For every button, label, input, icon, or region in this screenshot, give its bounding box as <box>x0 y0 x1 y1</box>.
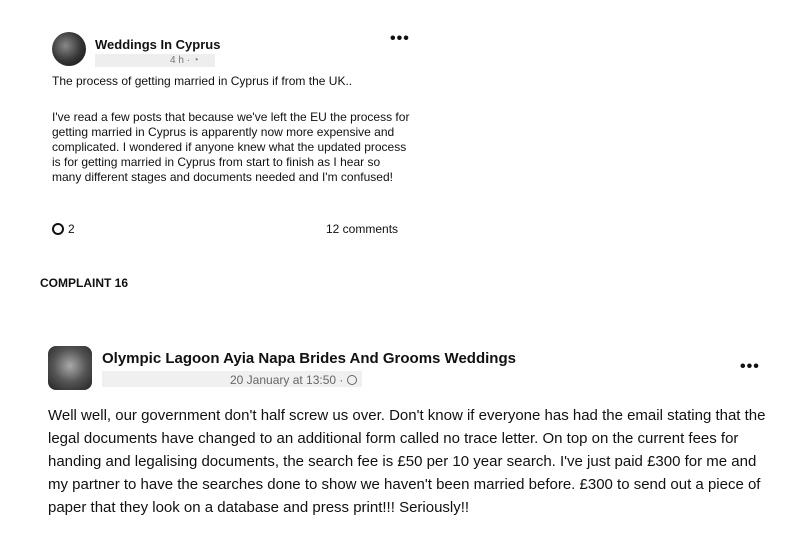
timestamp-text: 4 h · <box>170 55 193 66</box>
globe-icon <box>347 375 357 385</box>
more-options-icon[interactable]: ••• <box>390 30 410 47</box>
post-body: Well well, our government don't half screw us over. Don't know if everyone has had the email stating that the legal documents have changed to an additional form called no trace letter. On top on the current fees for handing and legalising documents, the search fee is £50 per 10 year search. I've just paid £300 for me and my partner to have the searches done to show we haven't been married before. £300 to send out a piece of paper that they look on a database and press print!!! Seriously!! <box>48 407 766 516</box>
post-title: The process of getting married in Cyprus if from the UK.. <box>52 74 353 88</box>
post-author[interactable]: Olympic Lagoon Ayia Napa Brides And Grooms Weddings <box>102 350 516 367</box>
reactions[interactable] <box>52 222 75 236</box>
reaction-count: 2 <box>68 222 75 236</box>
post-timestamp <box>230 373 357 387</box>
post-author[interactable]: Weddings In Cyprus <box>95 37 221 52</box>
globe-icon: ◔ <box>192 55 199 66</box>
page-avatar[interactable] <box>48 346 92 390</box>
more-options-icon[interactable]: ••• <box>740 358 760 375</box>
group-avatar[interactable] <box>52 32 86 66</box>
comments-link[interactable]: 12 comments <box>326 222 399 236</box>
complaint-label: COMPLAINT 16 <box>40 276 129 290</box>
post-body: I've read a few posts that because we've left the EU the process for getting married in Cyprus is apparently now more expensive and complicated. I wondered if anyone knew what the updated process is for getting married in Cyprus from start to finish as I hear so many different stages and documents needed and I'm confused! <box>52 110 410 184</box>
post-timestamp <box>170 55 199 66</box>
reaction-icon <box>52 223 64 235</box>
timestamp-text: 20 January at 13:50 · <box>230 373 344 387</box>
